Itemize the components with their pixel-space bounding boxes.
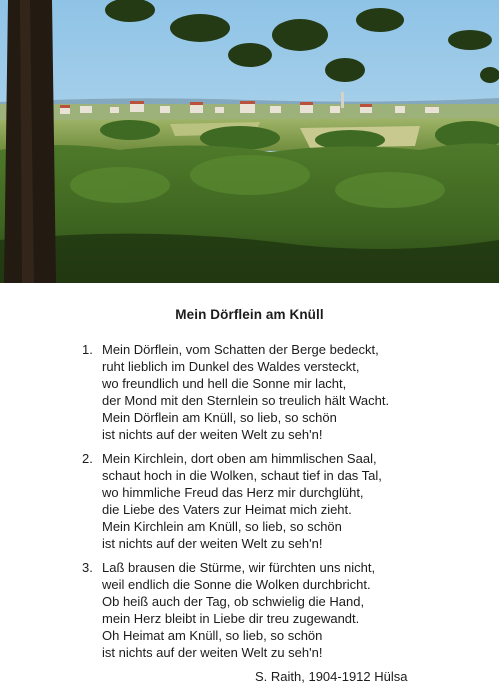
verse-line: ist nichts auf der weiten Welt zu seh'n! <box>102 536 323 551</box>
verse-line: mein Herz bleibt in Liebe dir treu zugewandt. <box>102 611 360 626</box>
author-credit: S. Raith, 1904-1912 Hülsa <box>255 669 408 684</box>
verse-line: ist nichts auf der weiten Welt zu seh'n! <box>102 427 323 442</box>
stanza-number: 1. <box>82 342 93 357</box>
verse-line: wo freundlich und hell die Sonne mir lacht, <box>102 376 347 391</box>
verse-line: Ob heiß auch der Tag, ob schwielig die Hand, <box>102 594 365 609</box>
landscape-photo <box>0 0 499 283</box>
village-landscape-illustration <box>0 0 499 283</box>
verse-line: der Mond mit den Sternlein so treulich hält Wacht. <box>102 393 390 408</box>
verse-line: schaut hoch in die Wolken, schaut tief in das Tal, <box>102 468 382 483</box>
poem-title: Mein Dörflein am Knüll <box>175 307 324 322</box>
verse-line: weil endlich die Sonne die Wolken durchbricht. <box>102 577 371 592</box>
verse-line: ruht lieblich im Dunkel des Waldes versteckt, <box>102 359 360 374</box>
stanza-number: 3. <box>82 560 93 575</box>
verse-line: wo himmliche Freud das Herz mir durchglüht, <box>102 485 364 500</box>
verse-line: Mein Kirchlein, dort oben am himmlischen Saal, <box>102 451 377 466</box>
verse-line: Oh Heimat am Knüll, so lieb, so schön <box>102 628 323 643</box>
verse-line: ist nichts auf der weiten Welt zu seh'n! <box>102 645 323 660</box>
verse-line: die Liebe des Vaters zur Heimat mich zieht. <box>102 502 352 517</box>
stanza-number: 2. <box>82 451 93 466</box>
verse-line: Mein Kirchlein am Knüll, so lieb, so schön <box>102 519 342 534</box>
verse-line: Mein Dörflein, vom Schatten der Berge bedeckt, <box>102 342 379 357</box>
verse-line: Laß brausen die Stürme, wir fürchten uns nicht, <box>102 560 376 575</box>
verse-line: Mein Dörflein am Knüll, so lieb, so schön <box>102 410 337 425</box>
